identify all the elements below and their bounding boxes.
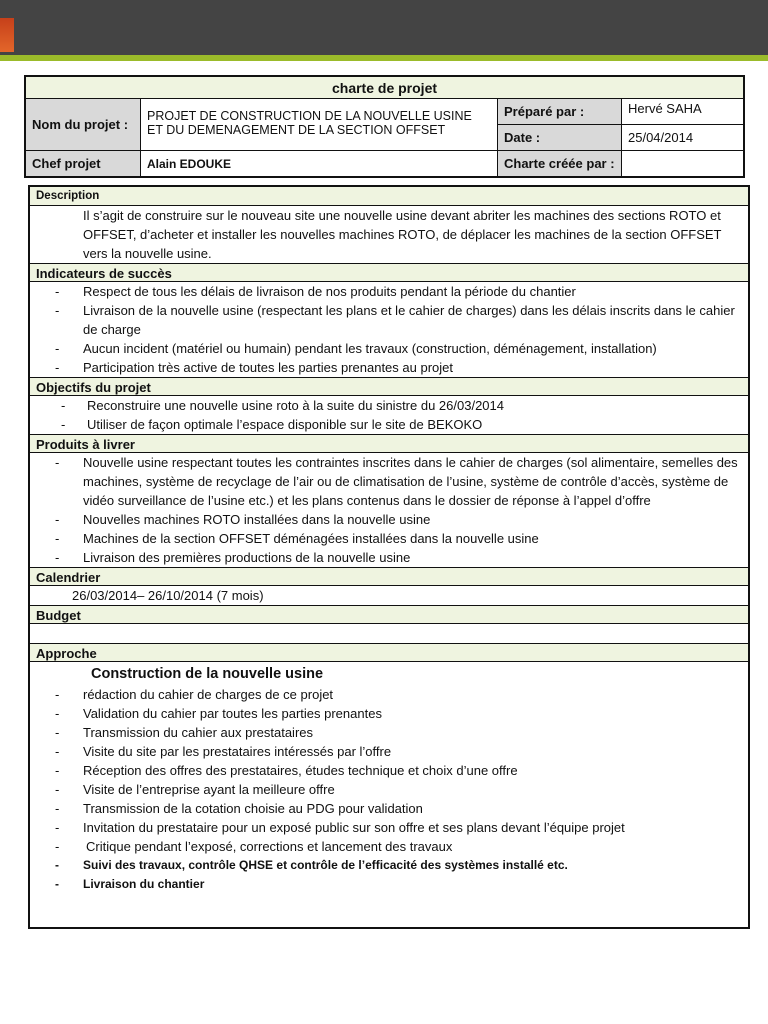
list-item: - Critique pendant l’exposé, corrections et lancement des travaux [30, 837, 748, 856]
list-item: - Aucun incident (matériel ou humain) pendant les travaux (construction, déménagement, installation) [30, 339, 748, 358]
list-item: - Livraison du chantier [30, 875, 748, 894]
list-item: - rédaction du cahier de charges de ce projet [30, 685, 748, 704]
section-approach-title: Approche [30, 643, 748, 662]
list-item: - Transmission du cahier aux prestataires [30, 723, 748, 742]
project-name-label: Nom du projet : [26, 99, 141, 150]
list-item: - Livraison de la nouvelle usine (respectant les plans et le cahier de charges) dans les délais inscrits dans le cahier de charge [30, 301, 748, 339]
approach-list [30, 685, 748, 894]
list-item: - Nouvelle usine respectant toutes les contraintes inscrites dans le cahier de charges (sol alimentaire, semelles des machines, système de recyclage de l’air ou de climatisation de l’usine, système de contrôle d’accès, système de vidéo surveillance de l’usine etc.) et les plans contenus dans le dossier de réponse à l’appel d’offre [30, 453, 748, 510]
section-indicators-title: Indicateurs de succès [30, 263, 748, 282]
list-item: - Nouvelles machines ROTO installées dans la nouvelle usine [30, 510, 748, 529]
charter-title: charte de projet [26, 77, 743, 99]
charter-header-table [24, 75, 745, 178]
list-item: - Validation du cahier par toutes les parties prenantes [30, 704, 748, 723]
list-item: - Visite de l’entreprise ayant la meilleure offre [30, 780, 748, 799]
list-item: - Livraison des premières productions de la nouvelle usine [30, 548, 748, 567]
list-item: - Réception des offres des prestataires, études technique et choix d’une offre [30, 761, 748, 780]
description-text: Il s’agit de construire sur le nouveau site une nouvelle usine devant abriter les machines des sections ROTO et OFFSET, d’acheter et installer les nouvelles machines ROTO, de déplacer les machines de la section OFFSET vers la nouvelle usine. [83, 208, 722, 261]
prepared-by-label: Préparé par : [498, 99, 622, 124]
approach-subtitle: Construction de la nouvelle usine [91, 666, 324, 682]
calendar-text: 26/03/2014– 26/10/2014 (7 mois) [72, 588, 264, 603]
objectives-list [30, 396, 748, 434]
date-label: Date : [498, 125, 622, 150]
list-item: - Transmission de la cotation choisie au PDG pour validation [30, 799, 748, 818]
budget-value [30, 624, 748, 643]
list-item: - Visite du site par les prestataires intéressés par l’offre [30, 742, 748, 761]
banner-accent [0, 18, 14, 52]
list-item: - Invitation du prestataire pour un exposé public sur son offre et ses plans devant l’équipe projet [30, 818, 748, 837]
list-item: - Participation très active de toutes les parties prenantes au projet [30, 358, 748, 377]
list-item: - Suivi des travaux, contrôle QHSE et contrôle de l’efficacité des systèmes installé etc. [30, 856, 748, 875]
banner-divider [0, 55, 768, 61]
list-item: - Machines de la section OFFSET déménagées installées dans la nouvelle usine [30, 529, 748, 548]
chef-label: Chef projet [26, 151, 141, 176]
charter-body-table [28, 185, 750, 929]
created-by-label: Charte créée par : [498, 151, 622, 176]
prepared-by-value: Hervé SAHA [628, 101, 702, 116]
created-by-value [622, 151, 743, 176]
top-banner [0, 0, 768, 55]
list-item: - Utiliser de façon optimale l’espace disponible sur le site de BEKOKO [30, 415, 748, 434]
section-objectives-title: Objectifs du projet [30, 377, 748, 396]
chef-value: Alain EDOUKE [141, 151, 498, 176]
section-budget-title: Budget [30, 605, 748, 624]
indicators-list [30, 282, 748, 377]
section-deliverables-title: Produits à livrer [30, 434, 748, 453]
list-item: - Reconstruire une nouvelle usine roto à la suite du sinistre du 26/03/2014 [30, 396, 748, 415]
project-name-value: PROJET DE CONSTRUCTION DE LA NOUVELLE USINE ET DU DEMENAGEMENT DE LA SECTION OFFSET [141, 99, 498, 150]
list-item: - Respect de tous les délais de livraison de nos produits pendant la période du chantier [30, 282, 748, 301]
section-calendar-title: Calendrier [30, 567, 748, 586]
section-description-title: Description [30, 187, 748, 206]
date-value: 25/04/2014 [628, 130, 694, 146]
deliverables-list [30, 453, 748, 567]
